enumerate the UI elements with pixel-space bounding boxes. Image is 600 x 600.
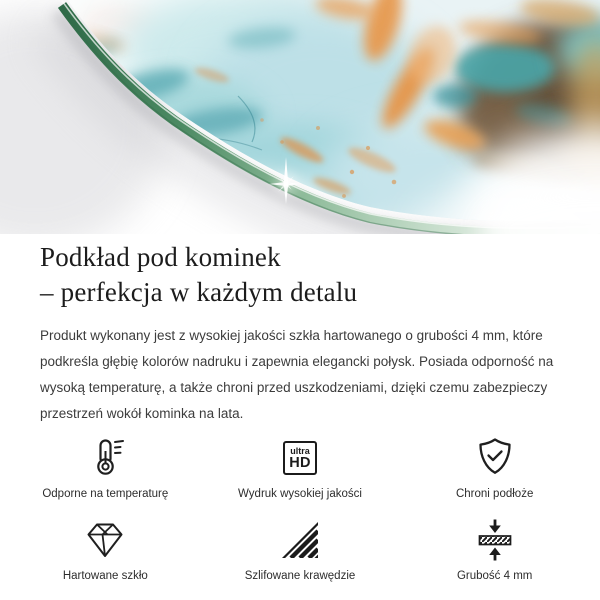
page-title-line2: – perfekcja w każdym detalu — [40, 277, 358, 307]
feature-label: Odporne na temperaturę — [42, 488, 169, 500]
ultra-hd-icon-text-top: ultra — [290, 445, 310, 456]
polished-edges-icon — [277, 517, 323, 563]
feature-label: Szlifowane krawędzie — [244, 570, 356, 582]
shield-check-icon — [472, 435, 518, 481]
feature-label: Grubość 4 mm — [456, 570, 533, 582]
feature-polished-edges — [203, 517, 398, 582]
feature-temperature — [8, 435, 203, 500]
product-description: Produkt wykonany jest z wysokiej jakości szkła hartowanego o grubości 4 mm, które podkreśla głębię kolorów nadruku i zapewnia elegancki połysk. Posiada odporność na wysoką temperaturę, a także chroni przed uszkodzeniami, dzięki czemu zabezpieczy przestrzeń wokół kominka na lata. — [40, 328, 554, 421]
feature-print-quality — [203, 435, 398, 500]
thickness-icon — [472, 517, 518, 563]
feature-label: Hartowane szkło — [62, 570, 148, 582]
page-title-line1: Podkład pod kominek — [40, 242, 281, 272]
feature-label: Wydruk wysokiej jakości — [238, 488, 362, 500]
feature-protects-floor — [397, 435, 592, 500]
diamond-icon — [82, 517, 128, 563]
glass-panel-artwork — [0, 0, 600, 234]
product-image — [0, 0, 600, 234]
page-title — [40, 240, 560, 310]
ultra-hd-icon-text-bottom: HD — [289, 454, 311, 471]
feature-tempered-glass — [8, 517, 203, 582]
features-grid — [8, 435, 592, 582]
feature-thickness — [397, 517, 592, 582]
feature-label: Chroni podłoże — [455, 488, 534, 500]
thermometer-icon — [82, 435, 128, 481]
ultra-hd-icon — [283, 441, 317, 475]
